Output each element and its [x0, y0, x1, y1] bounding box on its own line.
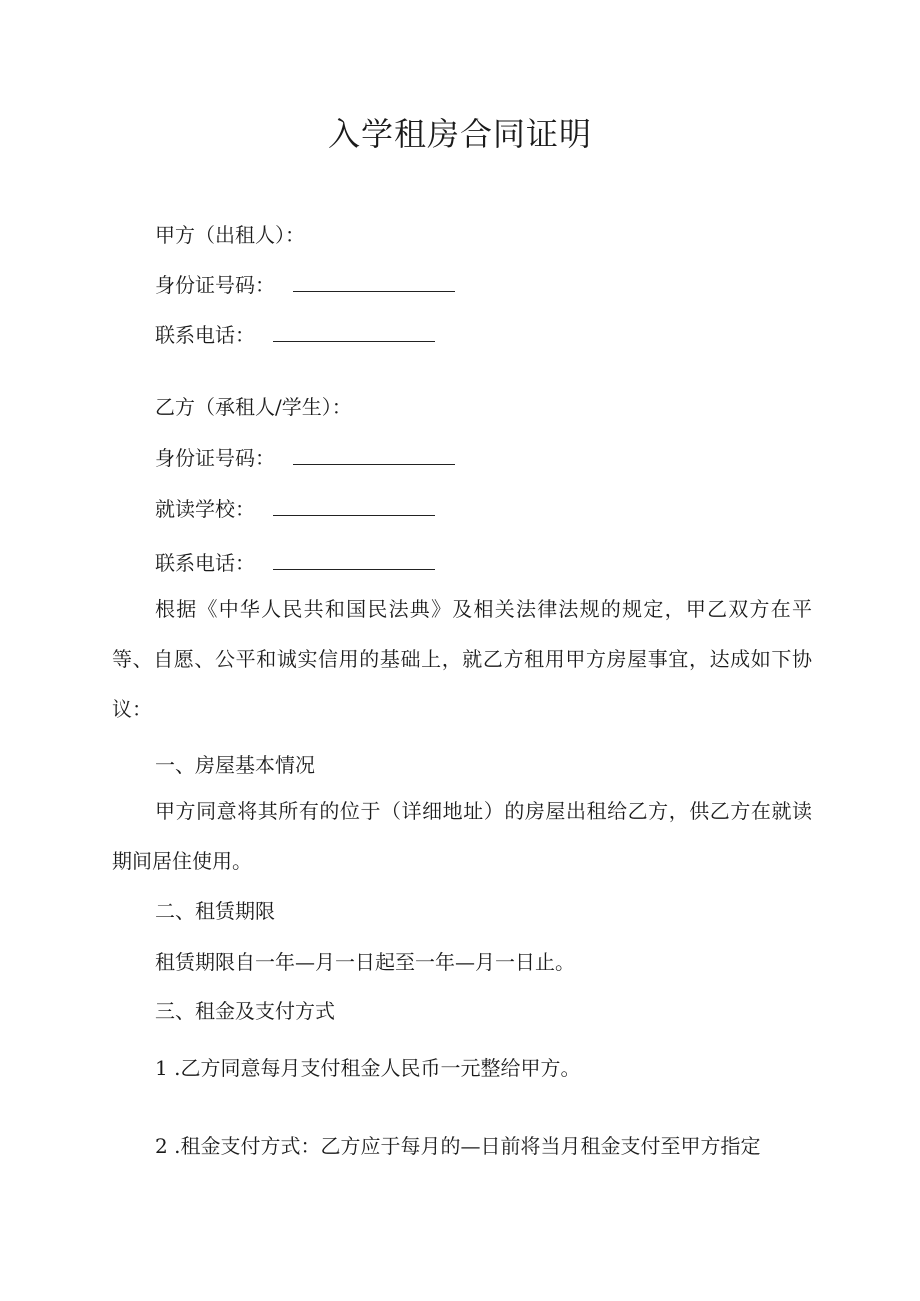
- party-b-id-line: [155, 443, 455, 473]
- party-b-id-blank: [293, 446, 455, 465]
- party-a-phone-label: 联系电话：: [155, 323, 255, 347]
- party-b-school-label: 就读学校：: [155, 497, 255, 521]
- section-3-item-1: 1 .乙方同意每月支付租金人民币一元整给甲方。: [155, 1056, 581, 1080]
- party-b-id-label: 身份证号码：: [155, 446, 275, 470]
- party-a-id-blank: [293, 273, 455, 292]
- intro-paragraph: 根据《中华人民共和国民法典》及相关法律法规的规定，甲乙双方在平等、自愿、公平和诚实信用的基础上，就乙方租用甲方房屋事宜，达成如下协议：: [112, 597, 812, 721]
- document-title: 入学租房合同证明: [327, 115, 592, 153]
- party-b-school-line: [155, 494, 435, 524]
- section-2-text: 租赁期限自一年—月一日起至一年—月一日止。: [155, 950, 575, 974]
- party-a-heading: [155, 220, 305, 250]
- party-b-phone-label: 联系电话：: [155, 551, 255, 575]
- party-b-phone-blank: [273, 551, 435, 570]
- party-b-heading: [155, 392, 352, 422]
- section-3-heading: 三、租金及支付方式: [155, 999, 335, 1023]
- party-a-phone-line: [155, 320, 435, 350]
- section-2-heading: 二、租赁期限: [155, 899, 275, 923]
- section-1-heading: 一、房屋基本情况: [155, 753, 315, 777]
- party-a-phone-blank: [273, 323, 435, 342]
- section-3-item-2: 2 .租金支付方式：乙方应于每月的—日前将当月租金支付至甲方指定: [155, 1134, 761, 1158]
- party-a-id-line: [155, 270, 455, 300]
- party-b-phone-line: [155, 548, 435, 578]
- party-a-id-label: 身份证号码：: [155, 273, 275, 297]
- section-1-text: 甲方同意将其所有的位于（详细地址）的房屋出租给乙方，供乙方在就读期间居住使用。: [112, 799, 812, 873]
- party-b-heading-text: 乙方（承租人/学生）：: [155, 395, 352, 419]
- party-b-school-blank: [273, 497, 435, 516]
- party-a-heading-text: 甲方（出租人）：: [155, 223, 305, 247]
